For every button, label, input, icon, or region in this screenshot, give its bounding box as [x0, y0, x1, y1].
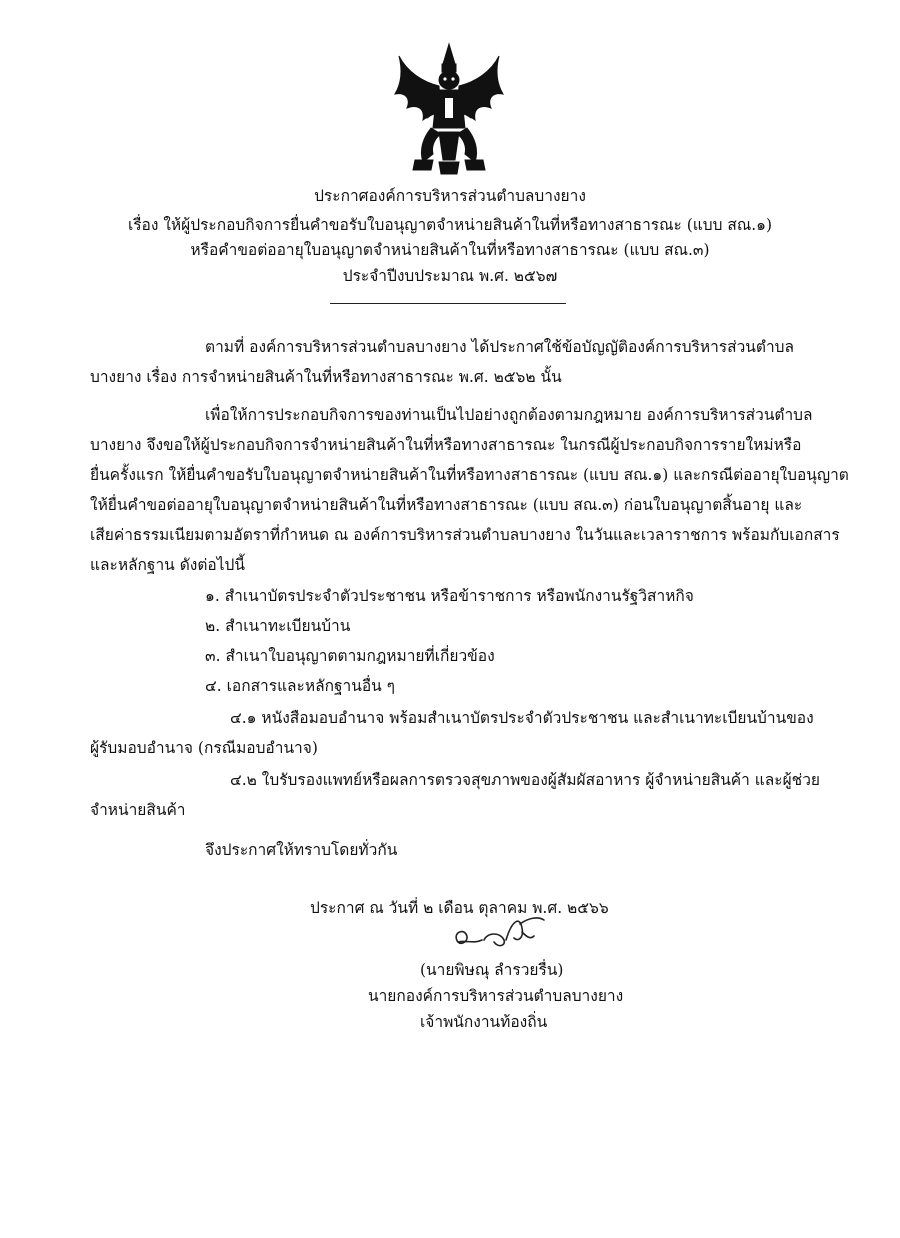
subject-line-2: หรือคำขอต่ออายุใบอนุญาตจำหน่ายสินค้าในที่หรือทางสาธารณะ (แบบ สณ.๓): [190, 241, 710, 259]
subject-line-3: ประจำปีงบประมาณ พ.ศ. ๒๕๖๗: [342, 267, 558, 285]
paragraph-2-line-5: เสียค่าธรรมเนียมตามอัตราที่กำหนด ณ องค์การบริหารส่วนตำบลบางยาง ในวันและเวลาราชการ พร้อมกับเอกสาร: [90, 526, 840, 544]
announcement-title: ประกาศองค์การบริหารส่วนตำบลบางยาง: [314, 187, 586, 205]
handwritten-signature: [448, 910, 558, 958]
list-item: ๔. เอกสารและหลักฐานอื่น ๆ: [205, 677, 395, 695]
sub-item-4-1-line-1: ๔.๑ หนังสือมอบอำนาจ พร้อมสำเนาบัตรประจำตัวประชาชน และสำเนาทะเบียนบ้านของ: [230, 709, 814, 727]
header-divider: [330, 303, 566, 304]
closing-statement: จึงประกาศให้ทราบโดยทั่วกัน: [205, 841, 398, 859]
signatory-name: (นายพิษณุ ลำรวยรื่น): [420, 961, 564, 979]
paragraph-1-line-1: ตามที่ องค์การบริหารส่วนตำบลบางยาง ได้ประกาศใช้ข้อบัญญัติองค์การบริหารส่วนตำบล: [205, 338, 794, 356]
paragraph-2-line-1: เพื่อให้การประกอบกิจการของท่านเป็นไปอย่างถูกต้องตามกฎหมาย องค์การบริหารส่วนตำบล: [205, 406, 813, 424]
paragraph-1-line-2: บางยาง เรื่อง การจำหน่ายสินค้าในที่หรือทางสาธารณะ พ.ศ. ๒๕๖๒ นั้น: [90, 368, 562, 386]
subject-line-1: เรื่อง ให้ผู้ประกอบกิจการยื่นคำขอรับใบอนุญาตจำหน่ายสินค้าในที่หรือทางสาธารณะ (แบบ สณ.๑): [127, 216, 773, 234]
paragraph-2-line-4: ให้ยื่นคำขอต่ออายุใบอนุญาตจำหน่ายสินค้าในที่หรือทางสาธารณะ (แบบ สณ.๓) ก่อนใบอนุญาตสิ้นอายุ และ: [90, 496, 803, 514]
sub-item-4-2-line-2: จำหน่ายสินค้า: [90, 801, 186, 819]
garuda-emblem: [393, 42, 505, 177]
paragraph-2-line-3: ยื่นครั้งแรก ให้ยื่นคำขอรับใบอนุญาตจำหน่ายสินค้าในที่หรือทางสาธารณะ (แบบ สณ.๑) และกรณีต่ออายุใบอนุญาต: [90, 466, 849, 484]
sub-item-4-1-line-2: ผู้รับมอบอำนาจ (กรณีมอบอำนาจ): [90, 739, 318, 757]
list-item: ๑. สำเนาบัตรประจำตัวประชาชน หรือข้าราชการ หรือพนักงานรัฐวิสาหกิจ: [205, 587, 694, 605]
sub-item-4-2-line-1: ๔.๒ ใบรับรองแพทย์หรือผลการตรวจสุขภาพของผู้สัมผัสอาหาร ผู้จำหน่ายสินค้า และผู้ช่วย: [230, 771, 820, 789]
signatory-position-2: เจ้าพนักงานท้องถิ่น: [420, 1013, 548, 1031]
announcement-date: ประกาศ ณ วันที่ ๒ เดือน ตุลาคม พ.ศ. ๒๕๖๖: [310, 899, 609, 917]
paragraph-2-line-6: และหลักฐาน ดังต่อไปนี้: [90, 556, 245, 574]
signatory-position-1: นายกองค์การบริหารส่วนตำบลบางยาง: [368, 987, 624, 1005]
list-item: ๒. สำเนาทะเบียนบ้าน: [205, 617, 351, 635]
list-item: ๓. สำเนาใบอนุญาตตามกฎหมายที่เกี่ยวข้อง: [205, 647, 495, 665]
paragraph-2-line-2: บางยาง จึงขอให้ผู้ประกอบกิจการจำหน่ายสินค้าในที่หรือทางสาธารณะ ในกรณีผู้ประกอบกิจการรายใหม่หรือ: [90, 436, 802, 454]
